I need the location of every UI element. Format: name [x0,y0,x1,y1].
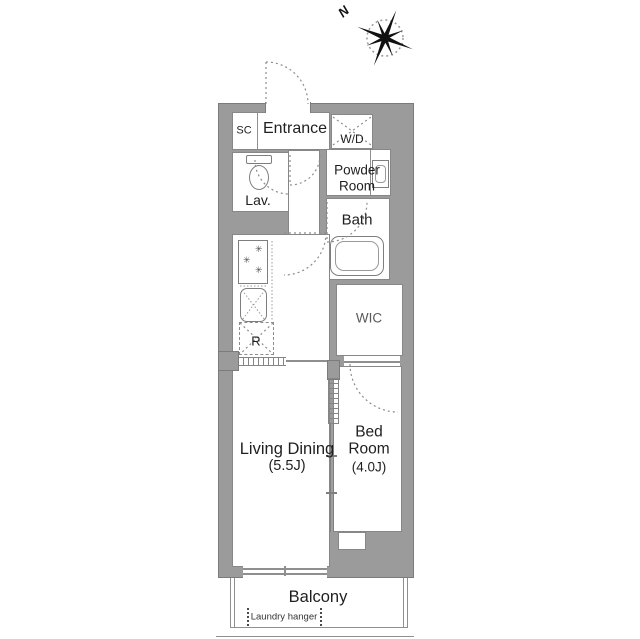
bedroom-doorway-line [344,361,400,363]
wic-label: WIC [355,310,383,326]
kitchen-partition-hatch [238,357,286,366]
kitchen-sink-icon [240,288,267,322]
partition-tick [326,492,337,494]
wall-pier-left [218,351,239,371]
balcony-rail-right-inner [403,578,404,628]
refrigerator-label: R [251,333,261,349]
laundry-hanger-bar [247,608,249,626]
balcony-rail-left [230,578,231,628]
powder-room-label-line2: Room [338,178,376,194]
sliding-door-hatch [328,378,339,424]
compass-star-icon [323,2,433,72]
compass-rose [323,2,433,72]
bedroom-size-label: (4.0J) [351,459,387,475]
bathtub-inner-icon [335,241,379,271]
wall-niche [338,532,366,550]
window-center-tick [284,566,286,576]
sc-label: SC [236,124,252,137]
wall-pier-partition [327,360,340,380]
toilet-tank-icon [246,155,272,164]
bath-label: Bath [341,211,373,229]
balcony-label: Balcony [288,587,348,606]
laundry-hanger-label: Laundry hanger [250,611,318,623]
balcony-rail-right [407,578,408,628]
balcony-rail-left-inner [234,578,235,628]
bedroom-label-line1: Bed [355,423,383,441]
compass-north-label: N [334,2,352,21]
shoe-closet-divider [257,113,258,149]
kitchen-ld-boundary-line [286,360,328,362]
balcony-rail-bottom [230,627,408,628]
burner-icon: ✳ [255,244,263,254]
front-door-opening [265,102,311,113]
powder-room-label-line1: Powder [334,162,380,178]
balcony-outer-line [216,636,414,637]
front-door-arc [266,62,308,104]
entrance-label: Entrance [262,120,328,137]
burner-icon: ✳ [243,255,251,265]
living-dining-size-label: (5.5J) [268,457,306,474]
bedroom-label-line2: Room [348,440,390,458]
laundry-hanger-bar [320,608,322,626]
hallway [288,150,320,236]
living-dining-label: Living Dining [239,439,335,458]
toilet-bowl-icon [249,165,269,190]
lavatory-label: Lav. [245,192,271,208]
washer-dryer-label: W/D [340,132,364,146]
burner-icon: ✳ [255,265,263,275]
